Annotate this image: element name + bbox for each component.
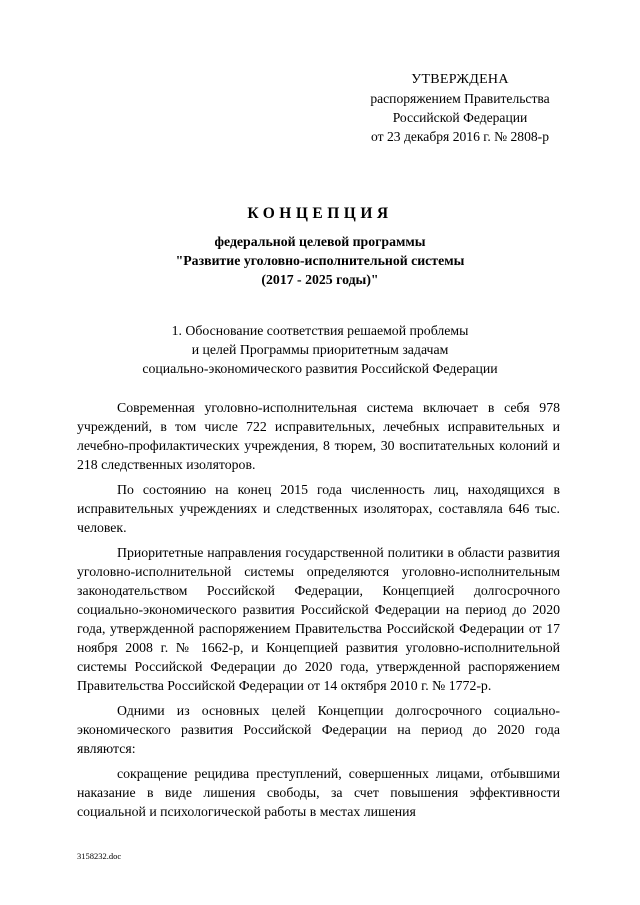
approval-line: распоряжением Правительства (370, 91, 550, 106)
body-paragraph: сокращение рецидива преступлений, совершенных лицами, отбывшими наказание в виде лишения свободы, за счет повышения эффективности социальной и психологической работы в местах лишения (77, 766, 560, 819)
footer-doc-id: 3158232.doc (77, 851, 122, 861)
section-heading (100, 321, 540, 378)
document-body (77, 398, 560, 821)
body-paragraph: Приоритетные направления государственной политики в области развития уголовно-исполнительной системы определяются уголовно-исполнительным законодательством Российской Федерации, Концепцией долгосрочного социально-экономического развития Российской Федерации на период до 2020 года, утвержденной распоряжением Правительства Российской Федерации от 17 ноября 2008 г. № 1662-р, и Концепцией развития уголовно-исполнительной системы Российской Федерации до 2020 года, утвержденной распоряжением Правительства Российской Федерации от 14 октября 2010 г. № 1772-р. (77, 545, 560, 693)
subtitle-line: "Развитие уголовно-исполнительной системы (175, 253, 465, 268)
document-title: КОНЦЕПЦИЯ (247, 205, 393, 222)
body-paragraph: Современная уголовно-исполнительная система включает в себя 978 учреждений, в том числе 722 исправительных, лечебных исправительных и лечебно-профилактических учреждения, 8 тюрем, 30 воспитательных колоний и 218 следственных изоляторов. (77, 400, 560, 472)
subtitle-line: федеральной целевой программы (214, 234, 426, 249)
body-paragraph: По состоянию на конец 2015 года численность лиц, находящихся в исправительных учреждениях и следственных изоляторах, составляла 646 тыс. человек. (77, 482, 560, 535)
approval-date: от 23 декабря 2016 г. № 2808-р (371, 129, 549, 144)
approval-title: УТВЕРЖДЕНА (411, 72, 509, 87)
section-heading-line: социально-экономического развития Российской Федерации (142, 361, 498, 376)
approval-line: Российской Федерации (392, 110, 528, 125)
approval-block (340, 70, 580, 146)
section-heading-line: 1. Обоснование соответствия решаемой проблемы (171, 323, 469, 338)
document-subtitle (150, 232, 490, 289)
section-heading-line: и целей Программы приоритетным задачам (191, 342, 449, 357)
subtitle-line: (2017 - 2025 годы)" (261, 272, 379, 287)
body-paragraph: Одними из основных целей Концепции долгосрочного социально-экономического развития Российской Федерации на период до 2020 года являются: (77, 703, 560, 756)
